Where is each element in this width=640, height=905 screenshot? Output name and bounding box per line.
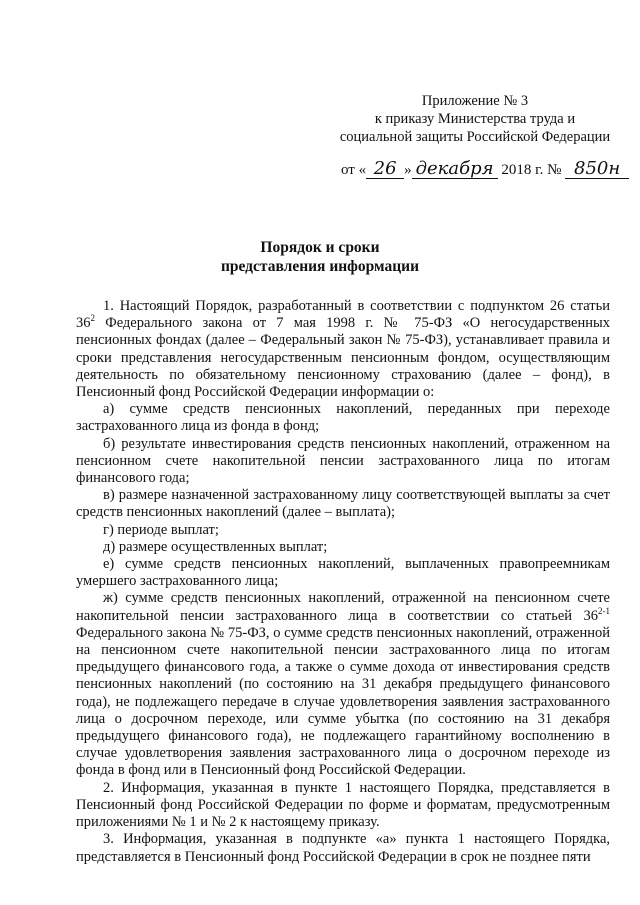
item-g: г) периоде выплат;: [103, 521, 219, 538]
date-year: 2018 г. №: [497, 162, 566, 178]
item-v: в) размере назначенной застрахованному лицу соответствующей выплаты за счет средств пенсионных накоплений (далее – выплата);: [76, 487, 610, 521]
appendix-order-ref: к приказу Министерства труда и: [374, 111, 576, 127]
date-mid: »: [404, 162, 412, 178]
appendix-ministry: социальной защиты Российской Федерации: [339, 129, 611, 145]
paragraph-1: 1. Настоящий Порядок, разработанный в соответствии с подпунктом 26 статьи $36^2$ Федерального закона от 7 мая 1998 г. № 75-ФЗ «О негосударственных пенсионных фондах (далее – Федеральный закон № 75-ФЗ), устанавливает правила и сроки представления негосударственным пенсионным фондом, осуществляющим деятельность по обязательному пенсионному страхованию (далее – фонд), в Пенсионный фонд Российской Федерации информации о:: [76, 298, 610, 401]
title-line-1: Порядок и сроки: [260, 239, 380, 256]
item-a: а) сумме средств пенсионных накоплений, переданных при переходе застрахованного лица из фонда в фонд;: [76, 401, 610, 435]
appendix-number: Приложение № 3: [421, 93, 529, 109]
order-number-handwritten: 850н: [565, 160, 629, 179]
date-day-handwritten: 26: [366, 160, 404, 179]
date-prefix: от «: [341, 162, 367, 178]
title-line-2: представления информации: [220, 258, 420, 275]
paragraph-3: 3. Информация, указанная в подпункте «а» пункта 1 настоящего Порядка, представляется в Пенсионный фонд Российской Федерации в срок не позднее пяти: [76, 831, 610, 865]
document-body: [76, 298, 610, 866]
appendix-header: [330, 92, 620, 146]
order-date-line: [341, 160, 629, 179]
date-month-handwritten: декабря: [412, 160, 498, 179]
paragraph-2: 2. Информация, указанная в пункте 1 настоящего Порядка, представляется в Пенсионный фонд Российской Федерации по форме и форматам, предусмотренным приложениями № 1 и № 2 к настоящему приказу.: [76, 779, 610, 831]
document-title: [0, 238, 640, 276]
item-zh: ж) сумме средств пенсионных накоплений, отраженной на пенсионном счете накопительной пенсии застрахованного лица в соответствии со статьей 36$^{2-1}$ Федерального закона № 75-ФЗ, о сумме средств пенсионных накоплений, отраженной на пенсионном счете накопительной пенсии застрахованного лица по итогам предыдущего финансового года, а также о сумме дохода от инвестирования средств пенсионных накоплений (по состоянию на 31 декабря предыдущего финансового года), не подлежащего передаче в случае удовлетворения заявления застрахованного лица о досрочном переходе, или сумме убытка (по состоянию на 31 декабря предыдущего финансового года), не подлежащего гарантийному восполнению в случае удовлетворения заявления застрахованного лица о досрочном переходе из фонда в фонд или в Пенсионный фонд Российской Федерации.: [76, 590, 610, 779]
item-b: б) результате инвестирования средств пенсионных накоплений, отраженном на пенсионном счете накопительной пенсии застрахованного лица по итогам финансового года;: [76, 435, 610, 487]
item-e: е) сумме средств пенсионных накоплений, выплаченных правопреемникам умершего застрахованного лица;: [76, 556, 610, 590]
item-d: д) размере осуществленных выплат;: [103, 538, 328, 555]
